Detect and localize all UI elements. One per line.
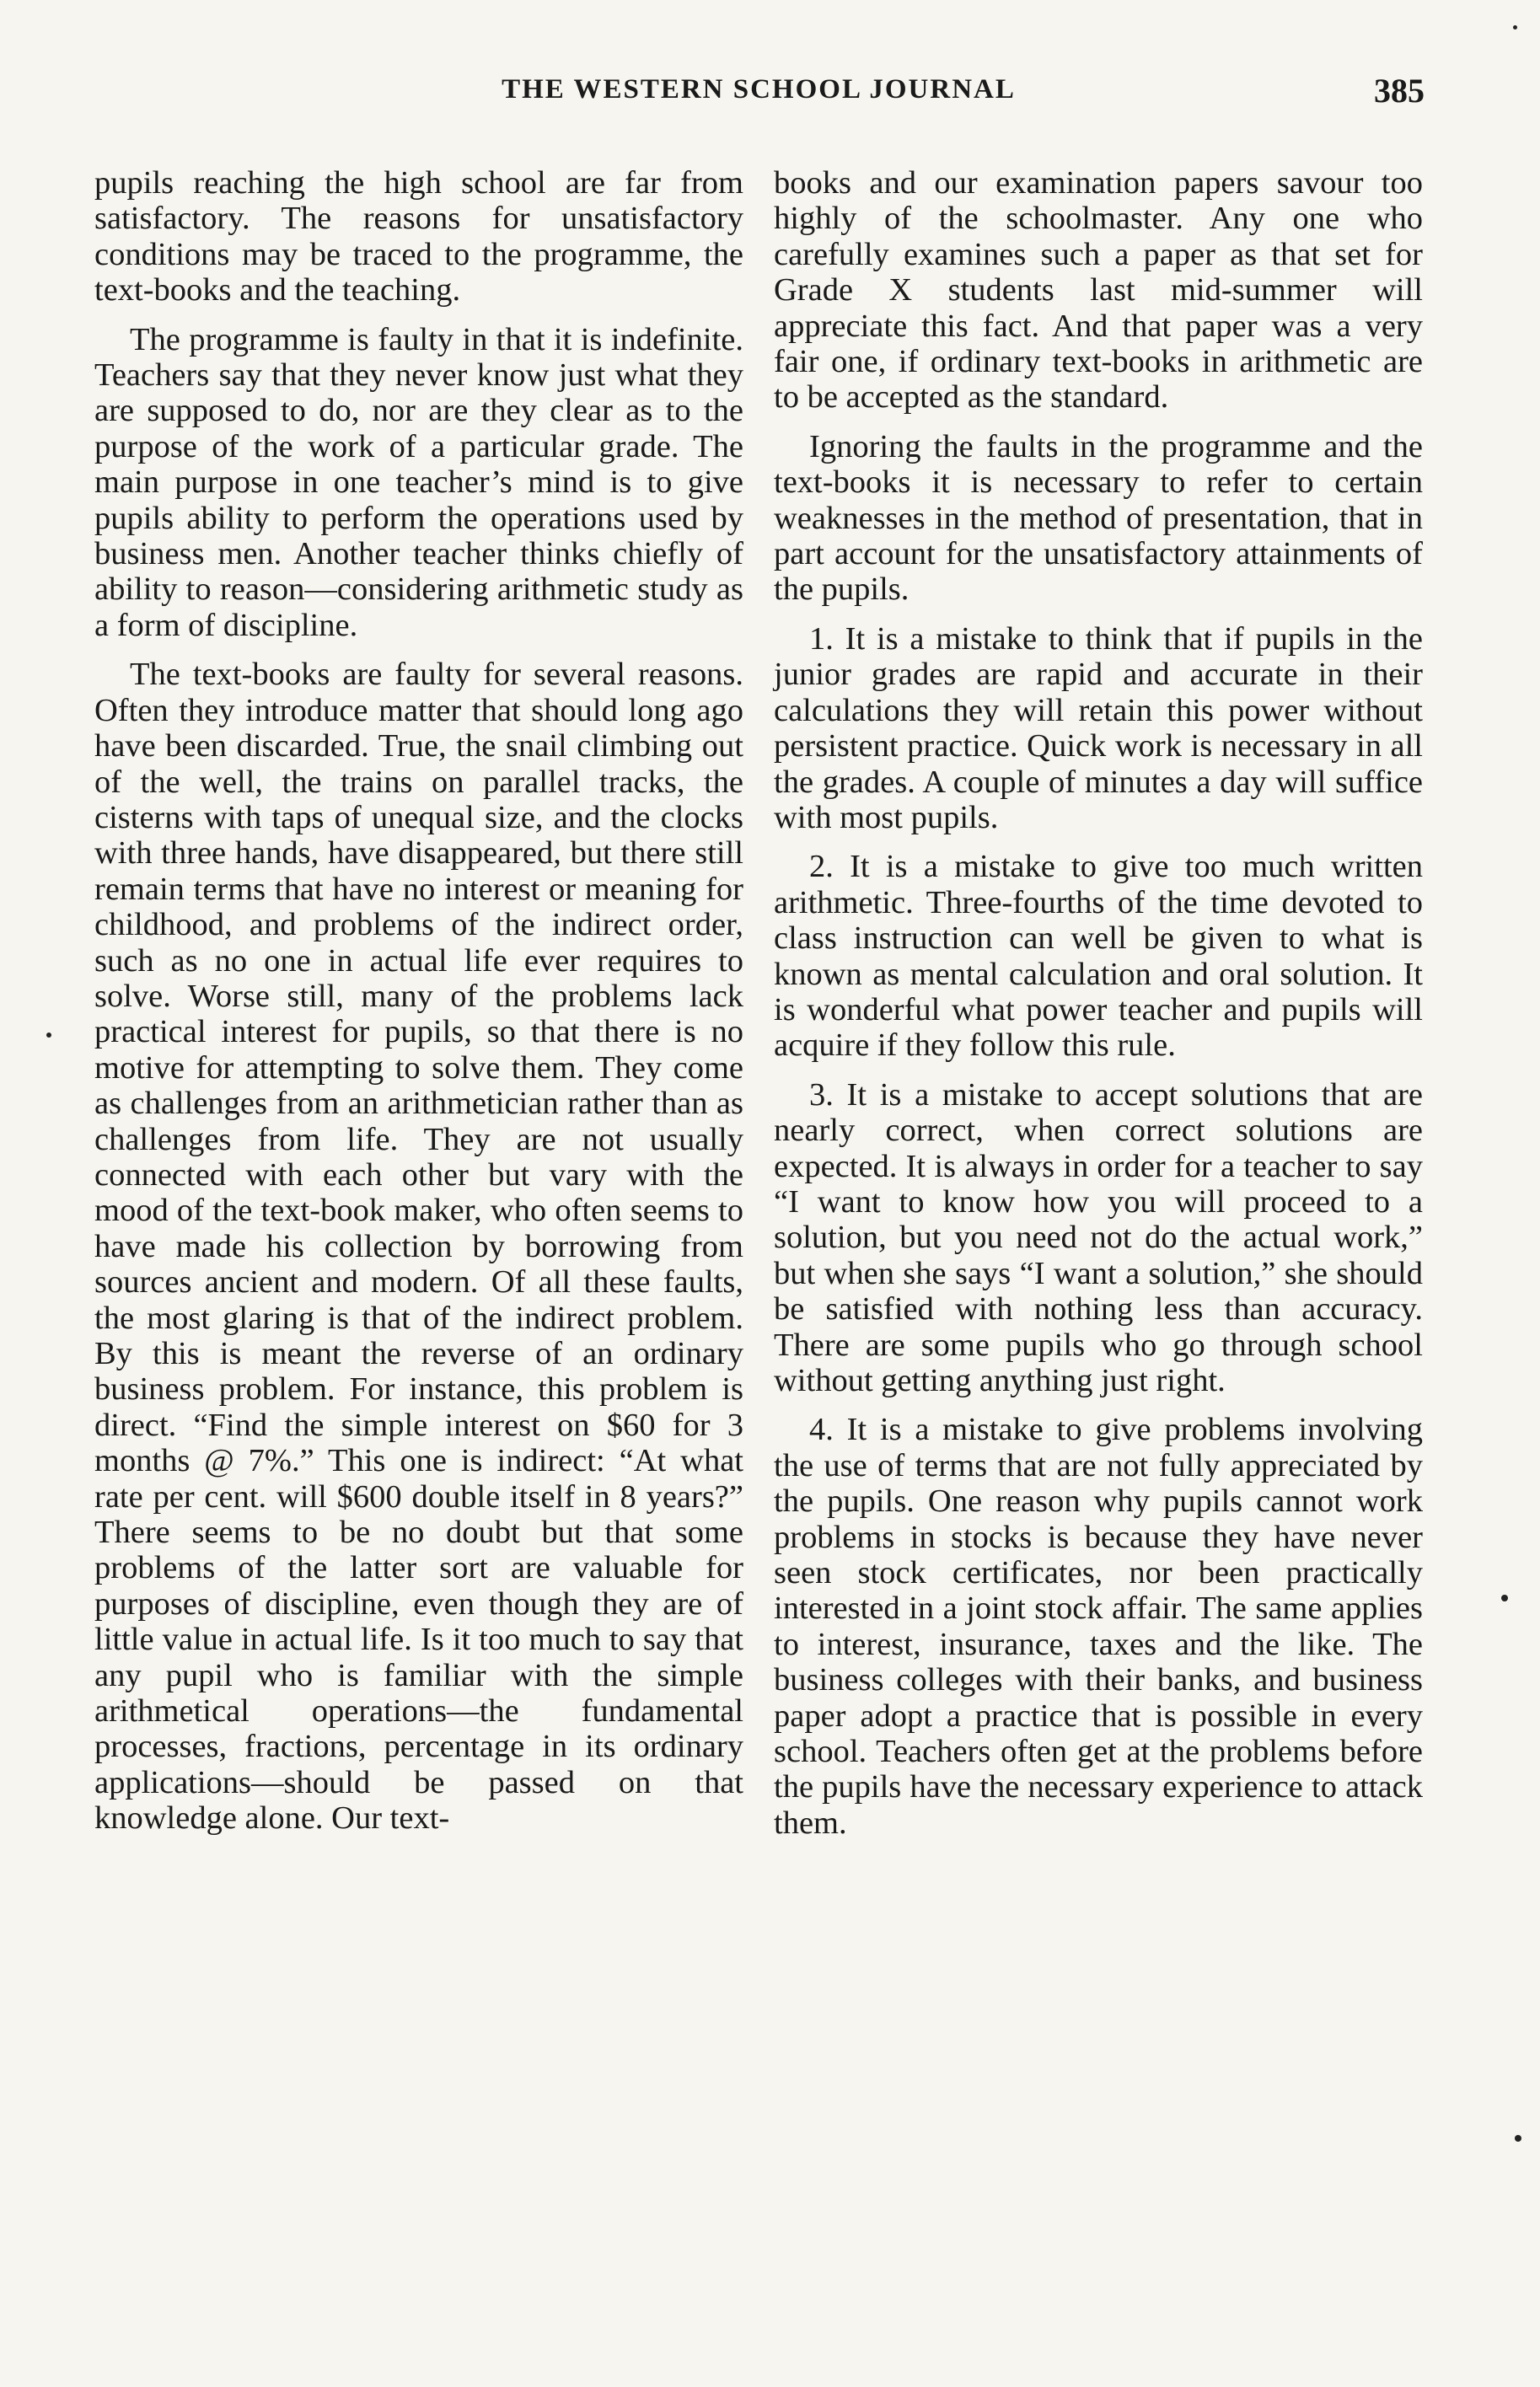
paragraph-mistake-3: 3. It is a mistake to accept solutions that are nearly correct, when correct solutions are expected. It is always in order for a teacher to say “I want to know how you will proceed to a solution, but you need not do the actual work,” but when she says “I want a solution,” she should be satisfied with nothing less than accuracy. There are some pupils who go through school without getting anything just right. [774,1076,1423,1398]
paragraph-text-books: The text-books are faulty for several reasons. Often they introduce matter that should long ago have been discarded. True, the snail climbing out of the well, the trains on parallel tracks, the cisterns with taps of unequal size, and the clocks with three hands, have disappeared, but there still remain terms that have no interest or meaning for childhood, and problems of the indirect order, such as no one in actual life ever requires to solve. Worse still, many of the problems lack practical interest for pupils, so that there is no motive for attempting to solve them. They come as challenges from an arithmetician rather than as challenges from life. They are not usually connected with each other but vary with the mood of the text-book maker, who often seems to have made his collection by borrowing from sources ancient and modern. Of all these faults, the most glaring is that of the indirect problem. By this is meant the reverse of an ordinary business problem. For instance, this problem is direct. “Find the simple interest on $60 for 3 months @ 7%.” This one is indirect: “At what rate per cent. will $600 double itself in 8 years?” There seems to be no doubt but that some problems of the latter sort are valuable for purposes of discipline, even though they are of little value in actual life. Is it too much to say that any pupil who is familiar with the simple arithmetical operations—the fundamental processes, fractions, percentage in its ordinary applications—should be passed on that knowledge alone. Our text- [94,657,743,1837]
scan-speck [1515,2135,1521,2142]
running-head [93,74,1425,125]
paragraph-mistake-4: 4. It is a mistake to give problems involving the use of terms that are not fully appreciated by the pupils. One reason why pupils cannot work problems in stocks is because they have never seen stock certificates, nor been practically interested in a joint stock affair. The same applies to interest, insurance, taxes and the like. The business colleges with their banks, and business paper adopt a practice that is possible in every school. Teachers often get at the problems before the pupils have the necessary experience to attack them. [774,1412,1423,1841]
paragraph-mistake-2: 2. It is a mistake to give too much written arithmetic. Three-fourths of the time devoted to class instruction can well be given to what is known as mental calculation and oral solution. It is wonderful what power teacher and pupils will acquire if they follow this rule. [774,849,1423,1064]
paragraph-examination-papers: books and our examination papers savour too highly of the schoolmaster. Any one who carefully examines such a paper as that set for Grade X students last mid-summer will appreciate this fact. And that paper was a very fair one, if ordinary text-books in arithmetic are to be accepted as the standard. [774,165,1423,416]
left-column [94,165,743,1837]
journal-title: THE WESTERN SCHOOL JOURNAL [502,74,1016,105]
paragraph-programme: The programme is faulty in that it is indefinite. Teachers say that they never know just what they are supposed to do, nor are they clear as to the purpose of the work of a particular grade. The main purpose in one teacher’s mind is to give pupils ability to perform the operations used by business men. Another teacher thinks chiefly of ability to reason—considering arithmetic study as a form of discipline. [94,321,743,643]
page-number: 385 [1374,72,1425,110]
paragraph-mistake-1: 1. It is a mistake to think that if pupils in the junior grades are rapid and accurate in their calculations they will retain this power without persistent practice. Quick work is necessary in all the grades. A couple of minutes a day will suffice with most pupils. [774,620,1423,835]
right-column [774,165,1423,1841]
scan-speck [1501,1595,1508,1601]
paragraph-continued: pupils reaching the high school are far from satisfactory. The reasons for unsatisfactory conditions may be traced to the programme, the text-books and the teaching. [94,165,743,308]
scan-speck [46,1033,51,1038]
paragraph-method-of-presentation: Ignoring the faults in the programme and the text-books it is necessary to refer to certain weaknesses in the method of presentation, that in part account for the unsatisfactory attainments of the pupils. [774,428,1423,608]
scan-speck [1513,25,1517,30]
